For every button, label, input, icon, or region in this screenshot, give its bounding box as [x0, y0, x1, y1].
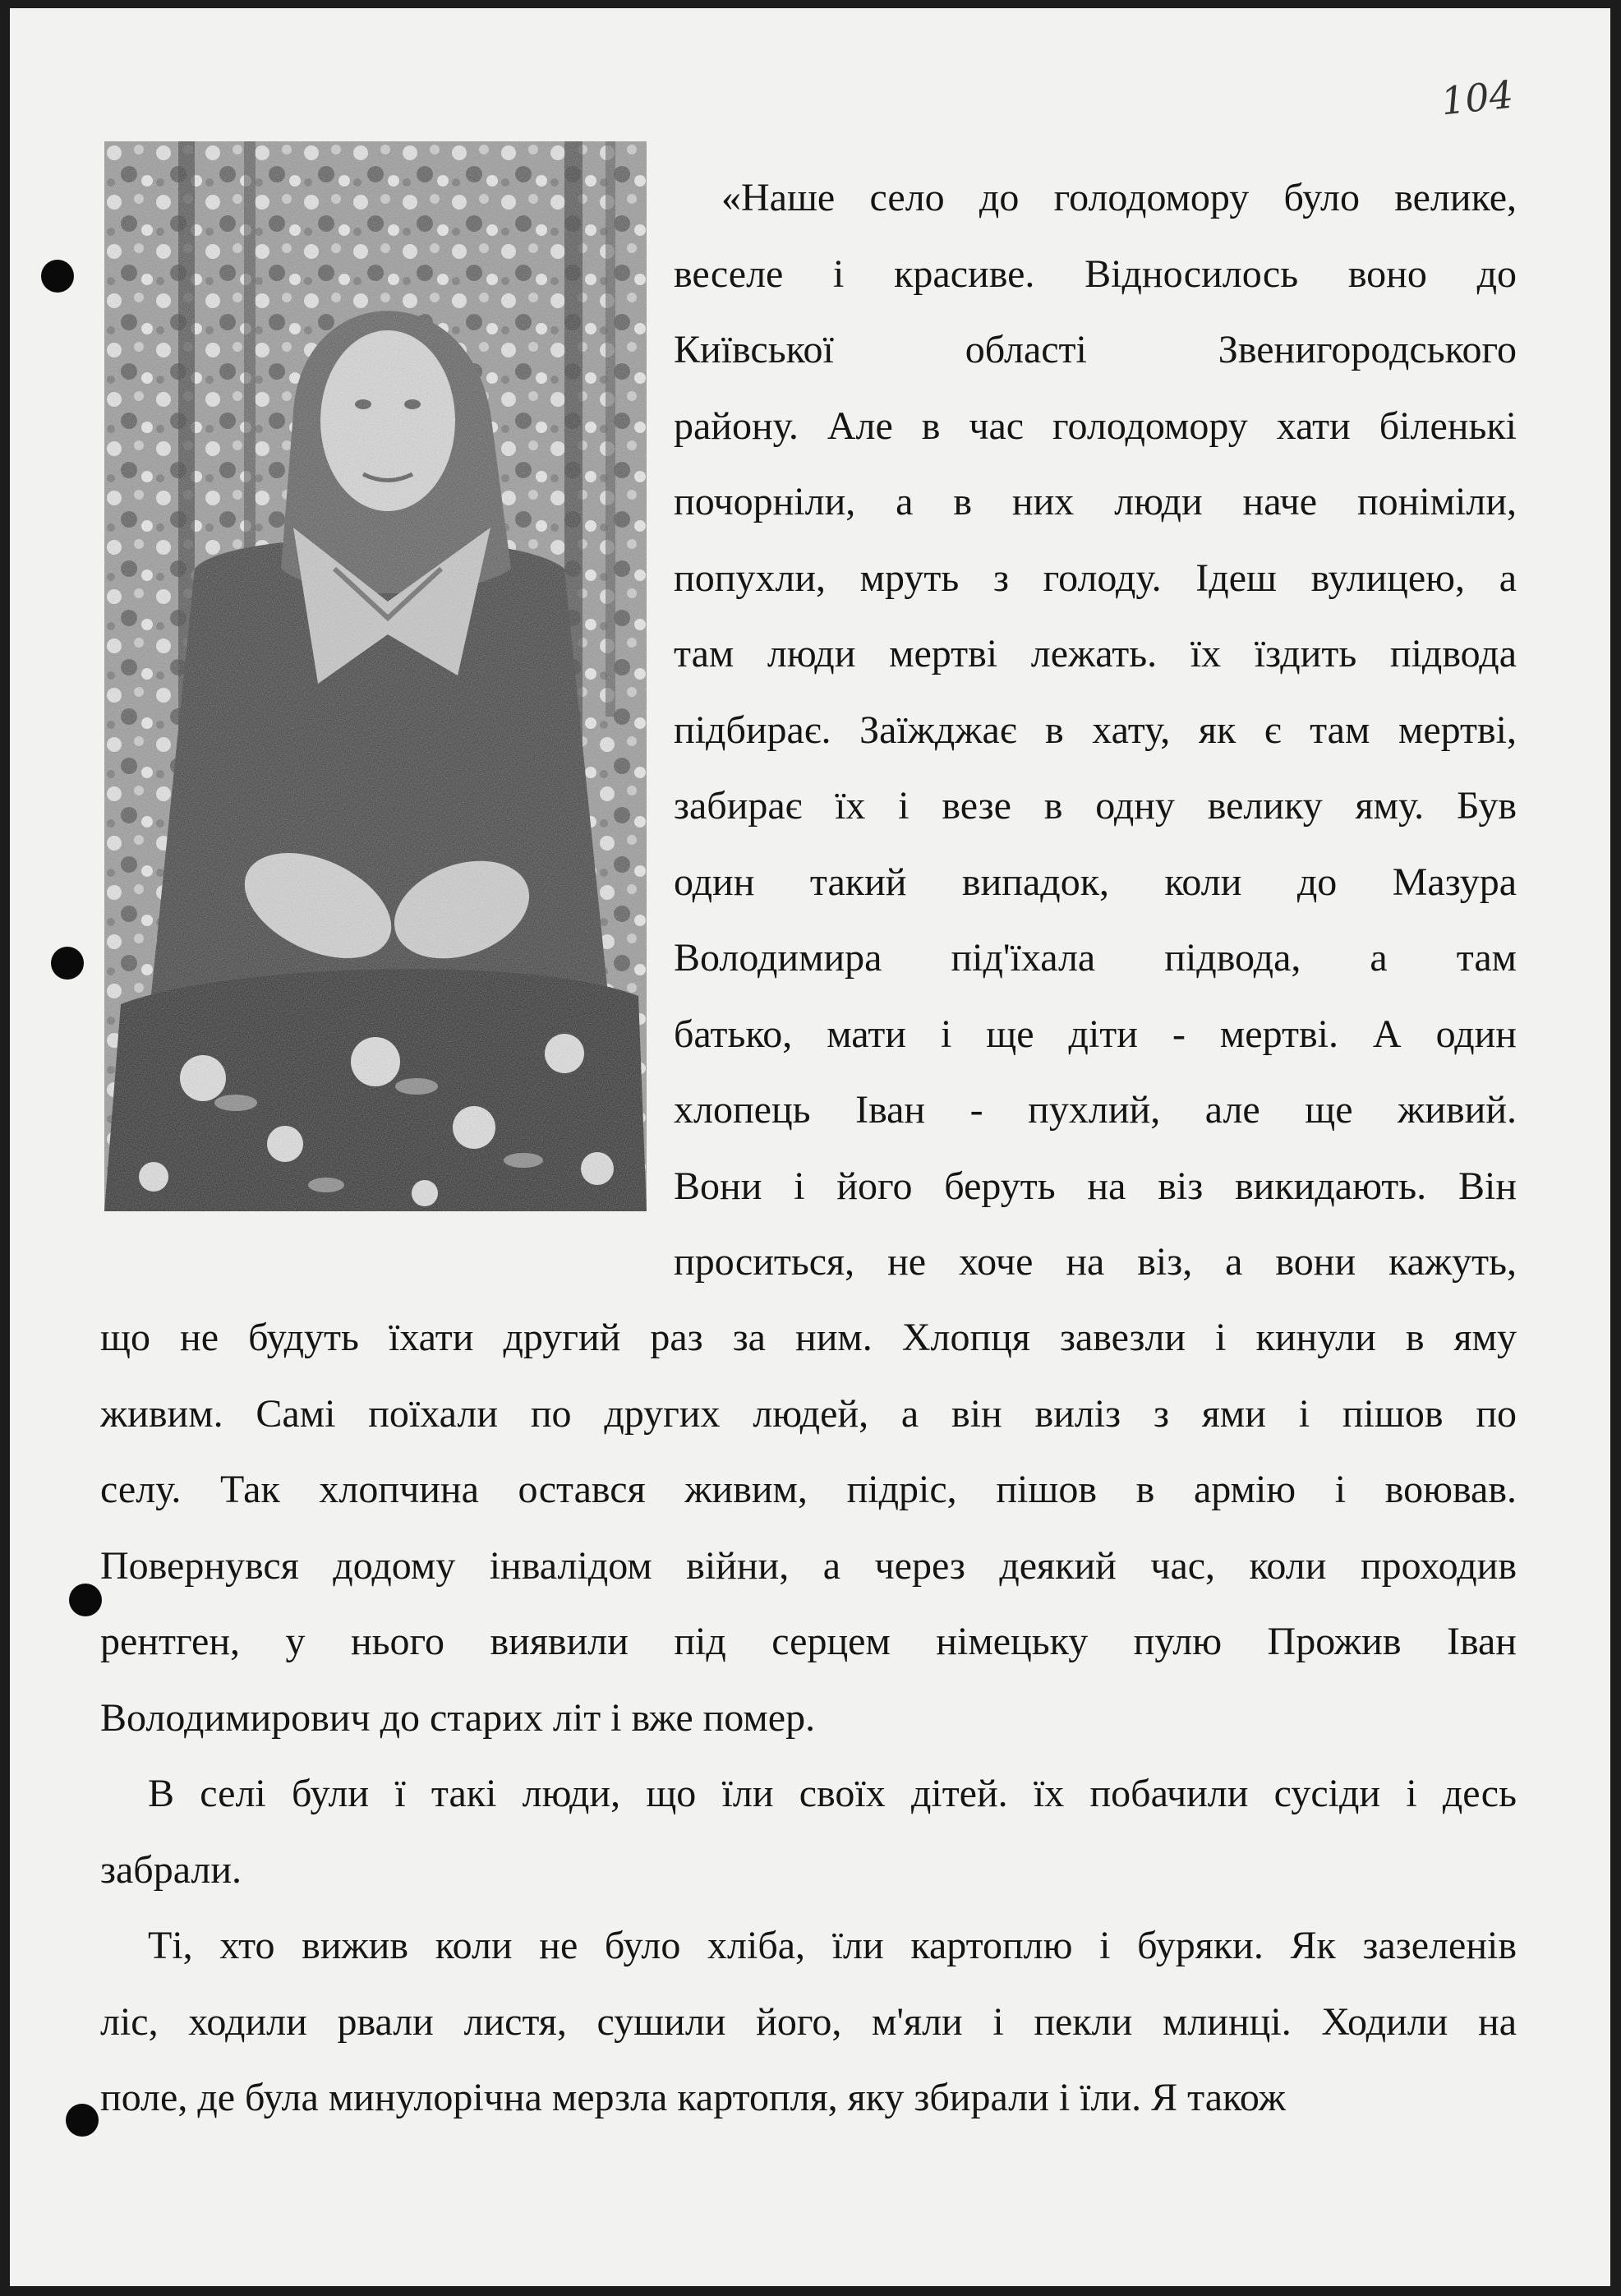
text-line: Вони і його беруть на віз викидають. Він [674, 1164, 1517, 1208]
text-line: Ті, хто вижив коли не було хліба, їли картоплю і буряки. Як зазеленів [148, 1924, 1517, 1967]
punch-hole-1 [41, 260, 74, 293]
punch-hole-2 [51, 947, 84, 980]
text-body [100, 1300, 1517, 2137]
text-line: ліс, ходили рвали листя, сушили його, м'яли і пекли млинці. Ходили на [100, 1999, 1517, 2044]
text-line: Повернувся додому інвалідом війни, а через деякий час, коли проходив [100, 1543, 1517, 1588]
text-line: живим. Самі поїхали по других людей, а він виліз з ями і пішов по [100, 1391, 1517, 1436]
page-number: 104 [1439, 71, 1516, 124]
text-line: підбирає. Заїжджає в хату, як є там мертві, [674, 708, 1517, 752]
text-line: веселе і красиве. Відносилось воно до [674, 251, 1517, 296]
text-line: рентген, у нього виявили під серцем німецьку пулю Прожив Іван [100, 1620, 1517, 1663]
text-line: почорніли, а в них люди наче поніміли, [674, 480, 1517, 523]
text-line: селу. Так хлопчина остався живим, підріс, пішов в армію і воював. [100, 1468, 1517, 1511]
elderly-woman-portrait-icon [104, 141, 647, 1211]
punch-hole-3 [69, 1584, 102, 1616]
text-line: один такий випадок, коли до Мазура [674, 860, 1517, 904]
text-line: забирає їх і везе в одну велику яму. Був [674, 784, 1517, 828]
text-line: хлопець Іван - пухлий, але ще живий. [674, 1088, 1517, 1132]
text-line: там люди мертві лежать. їх їздить підвода [674, 632, 1517, 675]
text-column [674, 160, 1517, 1301]
text-line: В селі були ї такі люди, що їли своїх дітей. їх побачили сусіди і десь [148, 1772, 1517, 1815]
text-line: попухли, мруть з голоду. Ідеш вулицею, а [674, 556, 1517, 600]
text-line: Володимира під'їхала підвода, а там [674, 936, 1517, 980]
text-line: району. Але в час голодомору хати біленькі [674, 403, 1517, 448]
text-line: Володимирович до старих літ і вже помер. [100, 1695, 816, 1740]
text-line: Київської області Звенигородського [674, 328, 1517, 371]
punch-hole-4 [66, 2104, 99, 2137]
document-page [10, 8, 1610, 2286]
text-line: проситься, не хоче на віз, а вони кажуть, [674, 1240, 1517, 1284]
text-line: поле, де була минулорічна мерзла картопля, яку збирали і їли. Я також [100, 2076, 1286, 2119]
text-line: батько, мати і ще діти - мертві. А один [674, 1012, 1517, 1056]
text-line: забрали. [100, 1847, 242, 1892]
text-line: «Наше село до голодомору було велике, [721, 176, 1517, 219]
text-line: що не будуть їхати другий раз за ним. Хлопця завезли і кинули в яму [100, 1316, 1517, 1359]
